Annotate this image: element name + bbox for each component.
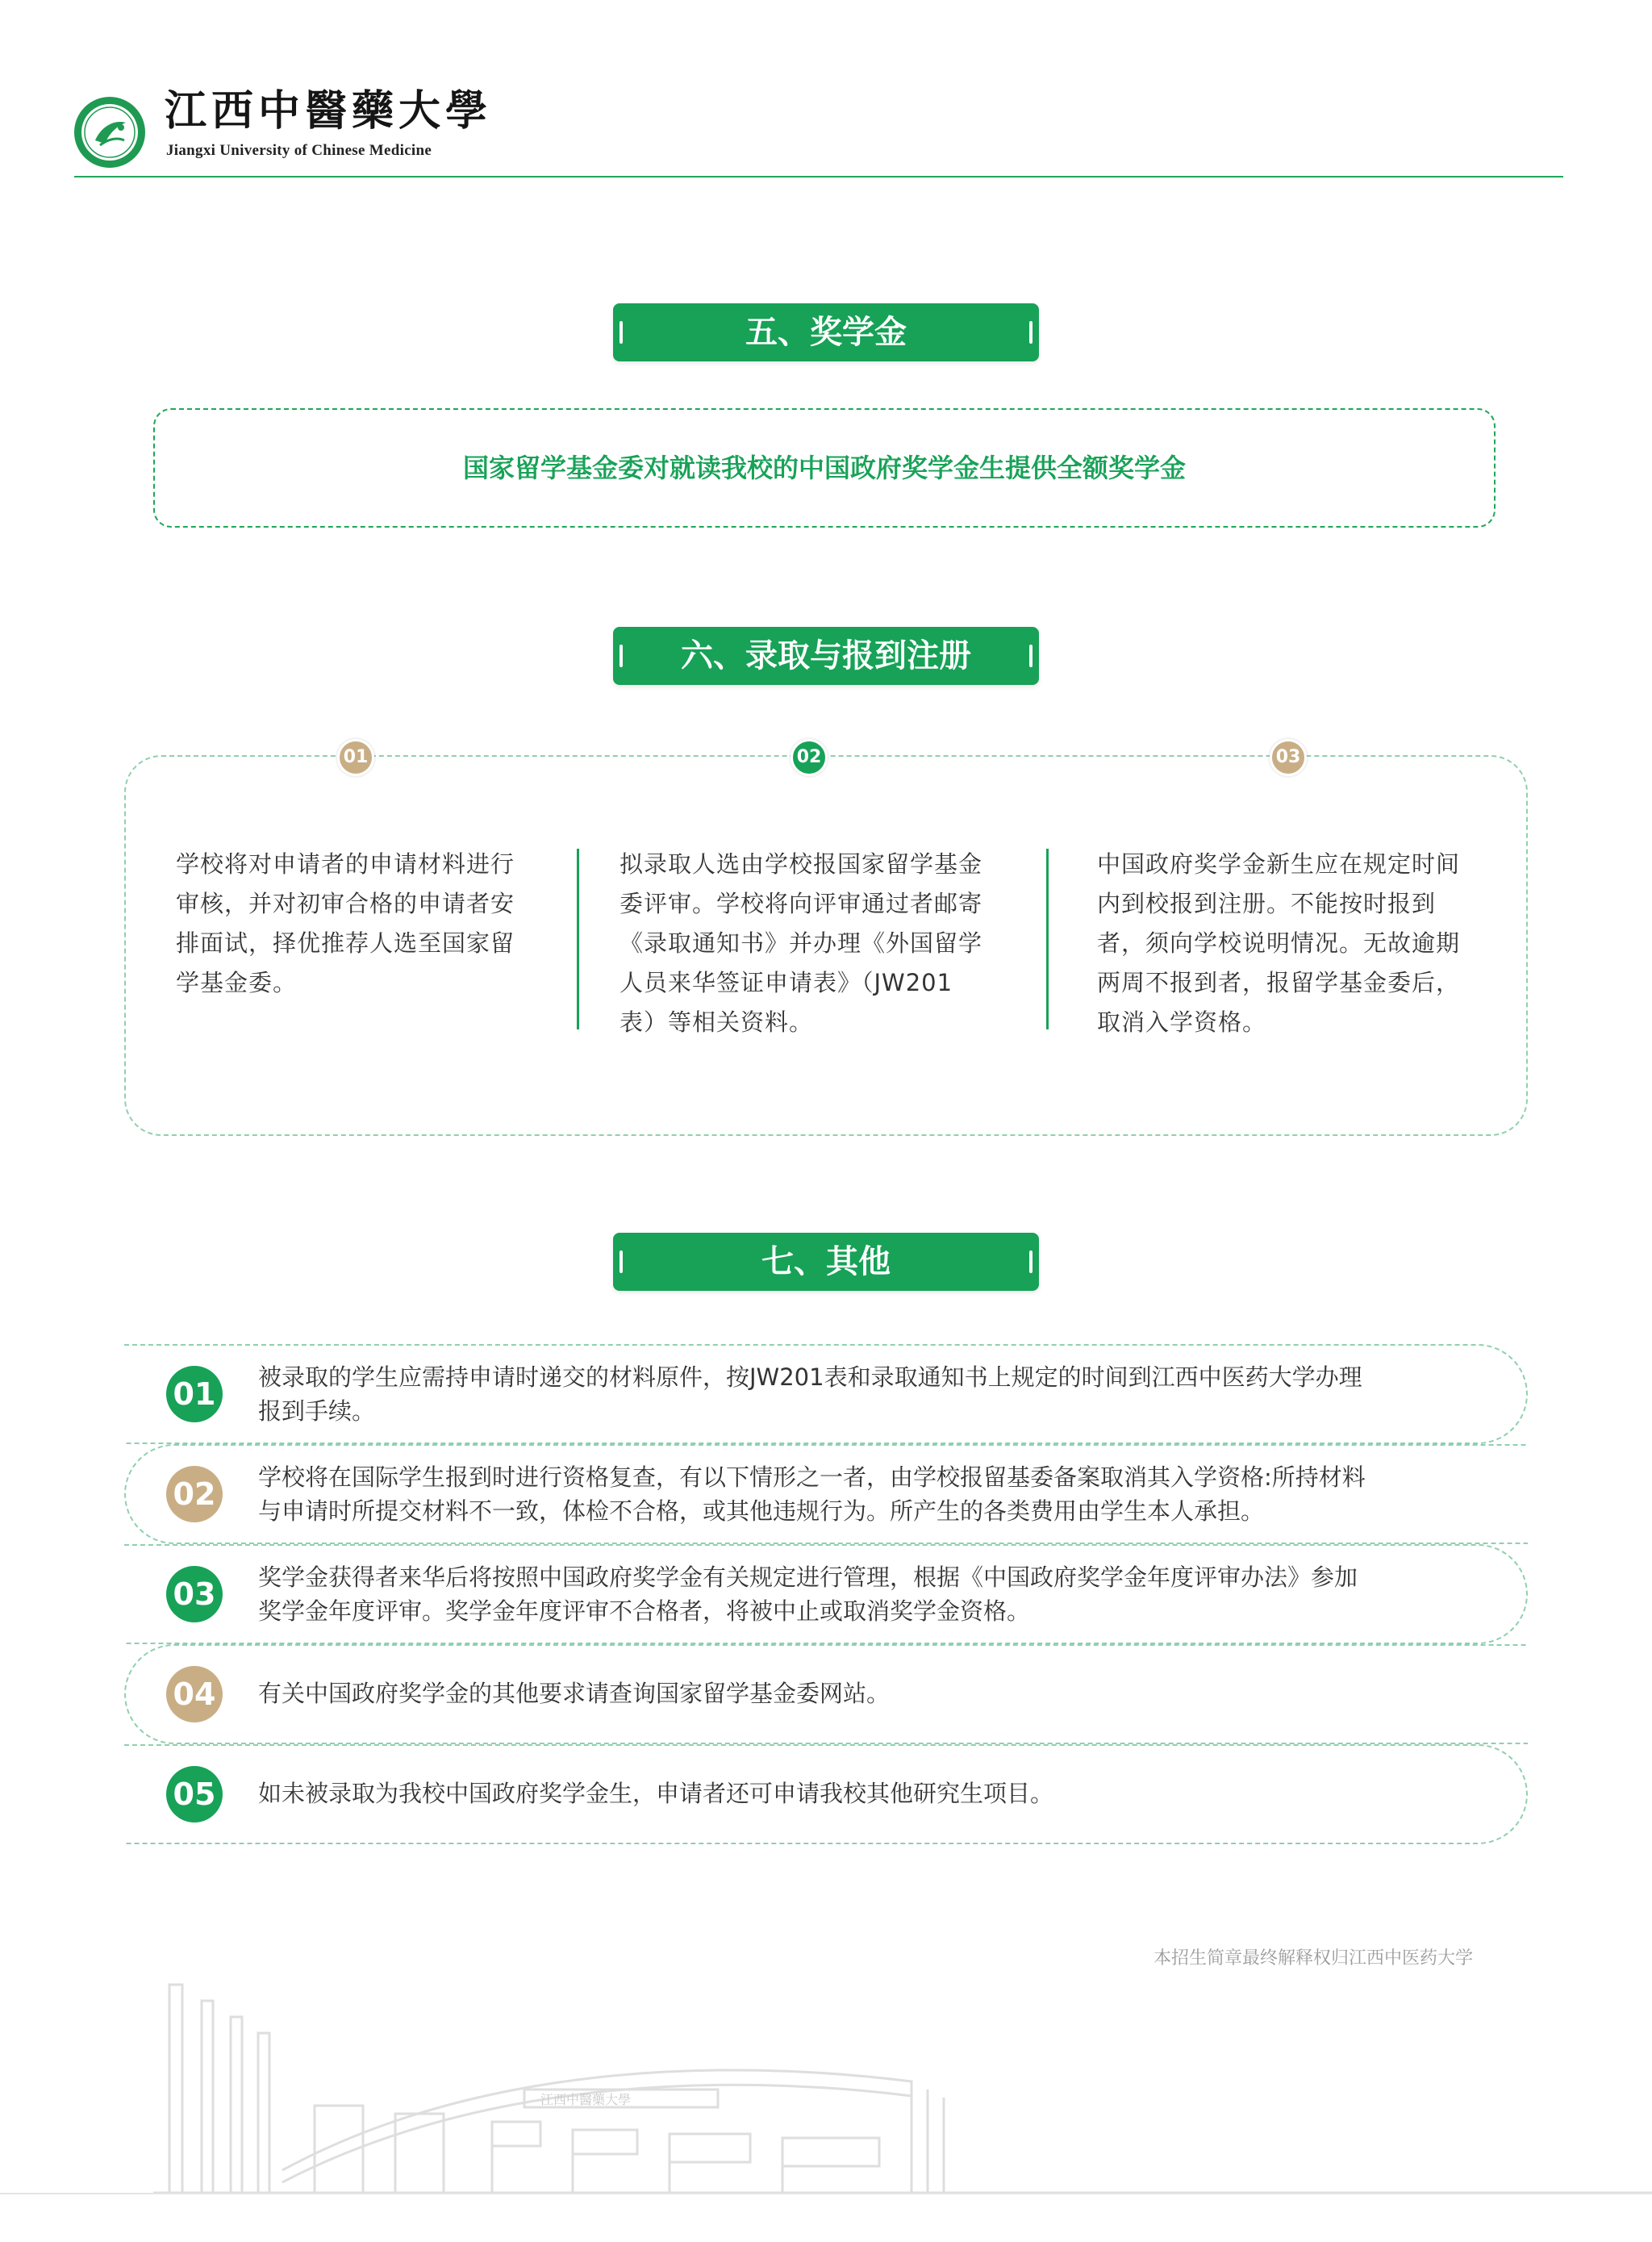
footer-baseline — [0, 2193, 1652, 2194]
header-divider — [74, 176, 1563, 177]
university-name-chinese: 江西中醫藥大學 — [165, 86, 493, 136]
section-7-title-bar — [613, 1233, 1039, 1291]
item-03-text — [258, 1560, 1436, 1628]
text-line: 人员来华签证申请表》（JW201 — [620, 969, 953, 996]
text-line: 有关中国政府奖学金的其他要求请查询国家留学基金委网站。 — [258, 1680, 891, 1707]
text-line: 学校将对申请者的申请材料进行 — [176, 850, 515, 878]
text-line: 奖学金获得者来华后将按照中国政府奖学金有关规定进行管理，根据《中国政府奖学金年度评审办法》参加 — [258, 1564, 1358, 1591]
section-5-title: 五、奖学金 — [745, 314, 907, 351]
text-line: 拟录取人选由学校报国家留学基金 — [620, 850, 983, 878]
item-02-badge: 02 — [166, 1466, 223, 1522]
item-05-badge: 05 — [166, 1766, 223, 1822]
text-line: 委评审。学校将向评审通过者邮寄 — [620, 890, 983, 917]
item-04-text — [258, 1676, 1436, 1710]
step-02-text — [620, 845, 1007, 1042]
text-line: 如未被录取为我校中国政府奖学金生，申请者还可申请我校其他研究生项目。 — [258, 1780, 1054, 1807]
text-line: 学基金委。 — [176, 969, 298, 996]
step-02-badge: 02 — [791, 739, 828, 776]
text-line: 与申请时所提交材料不一致，体检不合格，或其他违规行为。所产生的各类费用由学生本人承担。 — [258, 1497, 1265, 1525]
text-line: 学校将在国际学生报到时进行资格复查，有以下情形之一者，由学校报留基委备案取消其入学资格:所持材料 — [258, 1463, 1366, 1491]
section-6-title-bar — [613, 627, 1039, 685]
university-name-english: Jiangxi University of Chinese Medicine — [166, 142, 432, 159]
footer-disclaimer: 本招生简章最终解释权归江西中医药大学 — [1153, 1948, 1473, 1969]
item-04-badge: 04 — [166, 1666, 223, 1722]
text-line: 《录取通知书》并办理《外国留学 — [620, 929, 983, 957]
step-03-text — [1097, 845, 1484, 1042]
text-line: 奖学金年度评审。奖学金年度评审不合格者，将被中止或取消奖学金资格。 — [258, 1597, 1031, 1625]
text-line: 取消入学资格。 — [1097, 1008, 1267, 1036]
text-line: 排面试，择优推荐人选至国家留 — [176, 929, 515, 957]
section-7-title: 七、其他 — [761, 1243, 891, 1280]
step-01-text — [176, 845, 555, 1003]
item-03-badge: 03 — [166, 1566, 223, 1622]
scholarship-box — [153, 408, 1496, 528]
text-line: 中国政府奖学金新生应在规定时间 — [1097, 850, 1461, 878]
university-seal-logo — [73, 95, 147, 169]
step-divider — [577, 849, 579, 1029]
text-line: 内到校报到注册。不能按时报到 — [1097, 890, 1437, 917]
text-line: 两周不报到者，报留学基金委后， — [1097, 969, 1461, 996]
campus-building-illustration — [153, 1969, 1652, 2194]
text-line: 报到手续。 — [258, 1397, 376, 1425]
section-5-title-bar — [613, 303, 1039, 361]
step-03-badge: 03 — [1270, 739, 1307, 776]
step-divider — [1046, 849, 1049, 1029]
scholarship-text: 国家留学基金委对就读我校的中国政府奖学金生提供全额奖学金 — [462, 453, 1186, 483]
text-line: 者，须向学校说明情况。无故逾期 — [1097, 929, 1461, 957]
building-sign: 江西中醫藥大學 — [540, 2092, 632, 2107]
text-line: 审核，并对初审合格的申请者安 — [176, 890, 515, 917]
item-05-text — [258, 1776, 1436, 1810]
text-line: 被录取的学生应需持申请时递交的材料原件，按JW201表和录取通知书上规定的时间到江西中医药大学办理 — [258, 1363, 1362, 1391]
item-02-text — [258, 1460, 1436, 1528]
text-line: 表）等相关资料。 — [620, 1008, 814, 1036]
section-6-title: 六、录取与报到注册 — [681, 637, 971, 674]
step-01-badge: 01 — [337, 739, 374, 776]
item-01-badge: 01 — [166, 1366, 223, 1422]
item-01-text — [258, 1360, 1436, 1428]
